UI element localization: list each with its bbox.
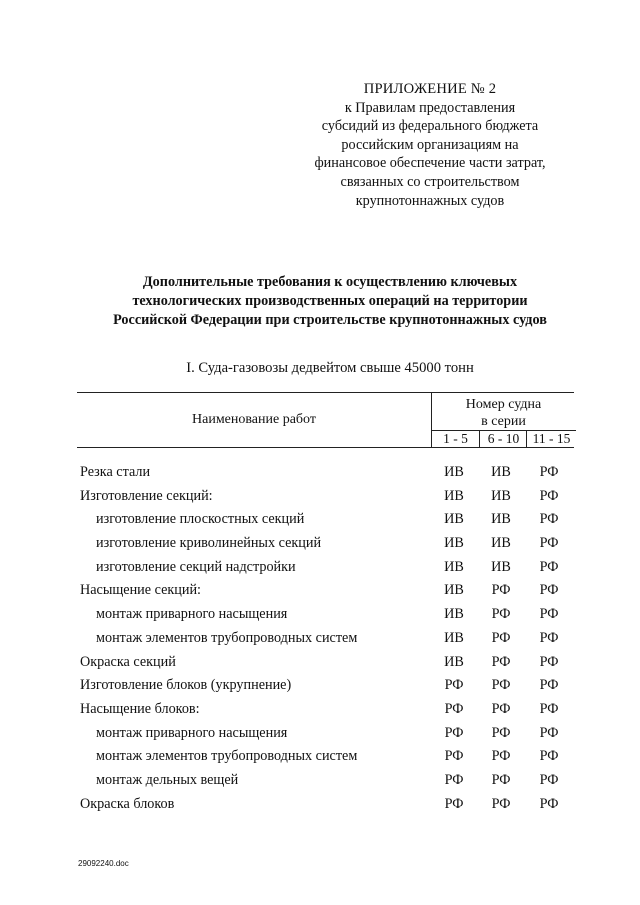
row-label: Изготовление секций: [80, 487, 213, 504]
document-filename: 29092240.doc [78, 859, 129, 868]
cell-value: ИВ [444, 629, 464, 646]
cell-value: ИВ [444, 558, 464, 575]
cell-value: РФ [539, 629, 559, 646]
table-row [0, 485, 640, 509]
column-group-ship-number [431, 393, 575, 447]
row-label: монтаж приварного насыщения [96, 606, 288, 623]
document-heading [60, 273, 600, 330]
section-title: I. Суда-газовозы дедвейтом свыше 45000 тонн [186, 360, 474, 376]
cell-value: РФ [491, 629, 511, 646]
annex-title: ПРИЛОЖЕНИЕ № 2 [363, 81, 497, 97]
cell-value: ИВ [444, 487, 464, 504]
row-label: Насыщение блоков: [80, 700, 200, 717]
cell-value: РФ [444, 748, 464, 765]
annex-line: крупнотоннажных судов [355, 192, 505, 209]
annex-block [300, 80, 560, 210]
cell-value: РФ [491, 795, 511, 812]
group-title-line: Номер судна [465, 397, 542, 412]
table-row [0, 698, 640, 722]
annex-line: российским организациям на [341, 136, 519, 153]
heading-line: Российской Федерации при строительстве крупнотоннажных судов [113, 312, 547, 328]
cell-value: РФ [539, 487, 559, 504]
row-label: изготовление криволинейных секций [96, 535, 322, 552]
group-title-line: в серии [481, 414, 526, 429]
cell-value: ИВ [444, 653, 464, 670]
cell-value: РФ [539, 748, 559, 765]
cell-value: РФ [539, 677, 559, 694]
row-label: Изготовление блоков (укрупнение) [80, 677, 292, 694]
subcolumn-header: 6 - 10 [479, 430, 527, 448]
table-row [0, 745, 640, 769]
table-header [77, 392, 574, 448]
column-header-work-name: Наименование работ [192, 412, 316, 427]
cell-value: ИВ [444, 464, 464, 480]
cell-value: РФ [539, 582, 559, 599]
cell-value: РФ [491, 748, 511, 765]
cell-value: РФ [491, 582, 511, 599]
cell-value: ИВ [444, 582, 464, 599]
cell-value: РФ [491, 653, 511, 670]
table-row [0, 603, 640, 627]
row-label: монтаж элементов трубопроводных систем [96, 748, 358, 765]
annex-line: финансовое обеспечение части затрат, [314, 155, 546, 172]
group-title [432, 396, 575, 430]
table-row [0, 651, 640, 675]
annex-line: связанных со строительством [340, 173, 520, 190]
cell-value: РФ [539, 511, 559, 528]
cell-value: РФ [444, 724, 464, 741]
table-row [0, 556, 640, 580]
cell-value: РФ [539, 700, 559, 717]
row-label: монтаж дельных вещей [96, 771, 239, 788]
row-label: Окраска секций [80, 653, 176, 670]
row-label: монтаж приварного насыщения [96, 724, 288, 741]
row-label: изготовление плоскостных секций [96, 511, 305, 528]
table-row [0, 627, 640, 651]
cell-value: РФ [539, 558, 559, 575]
heading-line: технологических производственных операций на территории [132, 293, 528, 309]
cell-value: РФ [491, 724, 511, 741]
cell-value: ИВ [491, 487, 511, 504]
heading-line: Дополнительные требования к осуществлению ключевых [142, 274, 518, 290]
subcolumn-header: 11 - 15 [526, 430, 576, 448]
cell-value: РФ [539, 653, 559, 670]
table-body [0, 461, 640, 816]
cell-value: ИВ [491, 558, 511, 575]
cell-value: ИВ [491, 511, 511, 528]
table-row [0, 508, 640, 532]
row-label: изготовление секций надстройки [96, 558, 296, 575]
cell-value: ИВ [491, 464, 511, 480]
cell-value: РФ [444, 771, 464, 788]
cell-value: РФ [444, 795, 464, 812]
row-label: монтаж элементов трубопроводных систем [96, 629, 358, 646]
table-row [0, 674, 640, 698]
cell-value: РФ [491, 677, 511, 694]
table-row [0, 532, 640, 556]
cell-value: РФ [539, 795, 559, 812]
row-label: Резка стали [80, 464, 151, 480]
cell-value: РФ [491, 700, 511, 717]
cell-value: РФ [539, 464, 559, 480]
cell-value: ИВ [444, 606, 464, 623]
table-row [0, 793, 640, 817]
cell-value: РФ [539, 606, 559, 623]
cell-value: ИВ [491, 535, 511, 552]
annex-line: к Правилам предоставления [344, 99, 516, 116]
cell-value: РФ [444, 677, 464, 694]
cell-value: РФ [491, 771, 511, 788]
table-row [0, 461, 640, 485]
row-label: Насыщение секций: [80, 582, 202, 599]
cell-value: РФ [539, 724, 559, 741]
table-row [0, 722, 640, 746]
cell-value: ИВ [444, 511, 464, 528]
cell-value: ИВ [444, 535, 464, 552]
table-row [0, 579, 640, 603]
table-row [0, 769, 640, 793]
cell-value: РФ [444, 700, 464, 717]
row-label: Окраска блоков [80, 795, 175, 812]
annex-line: субсидий из федерального бюджета [321, 118, 539, 135]
cell-value: РФ [491, 606, 511, 623]
subcolumn-header: 1 - 5 [432, 430, 479, 448]
cell-value: РФ [539, 771, 559, 788]
cell-value: РФ [539, 535, 559, 552]
